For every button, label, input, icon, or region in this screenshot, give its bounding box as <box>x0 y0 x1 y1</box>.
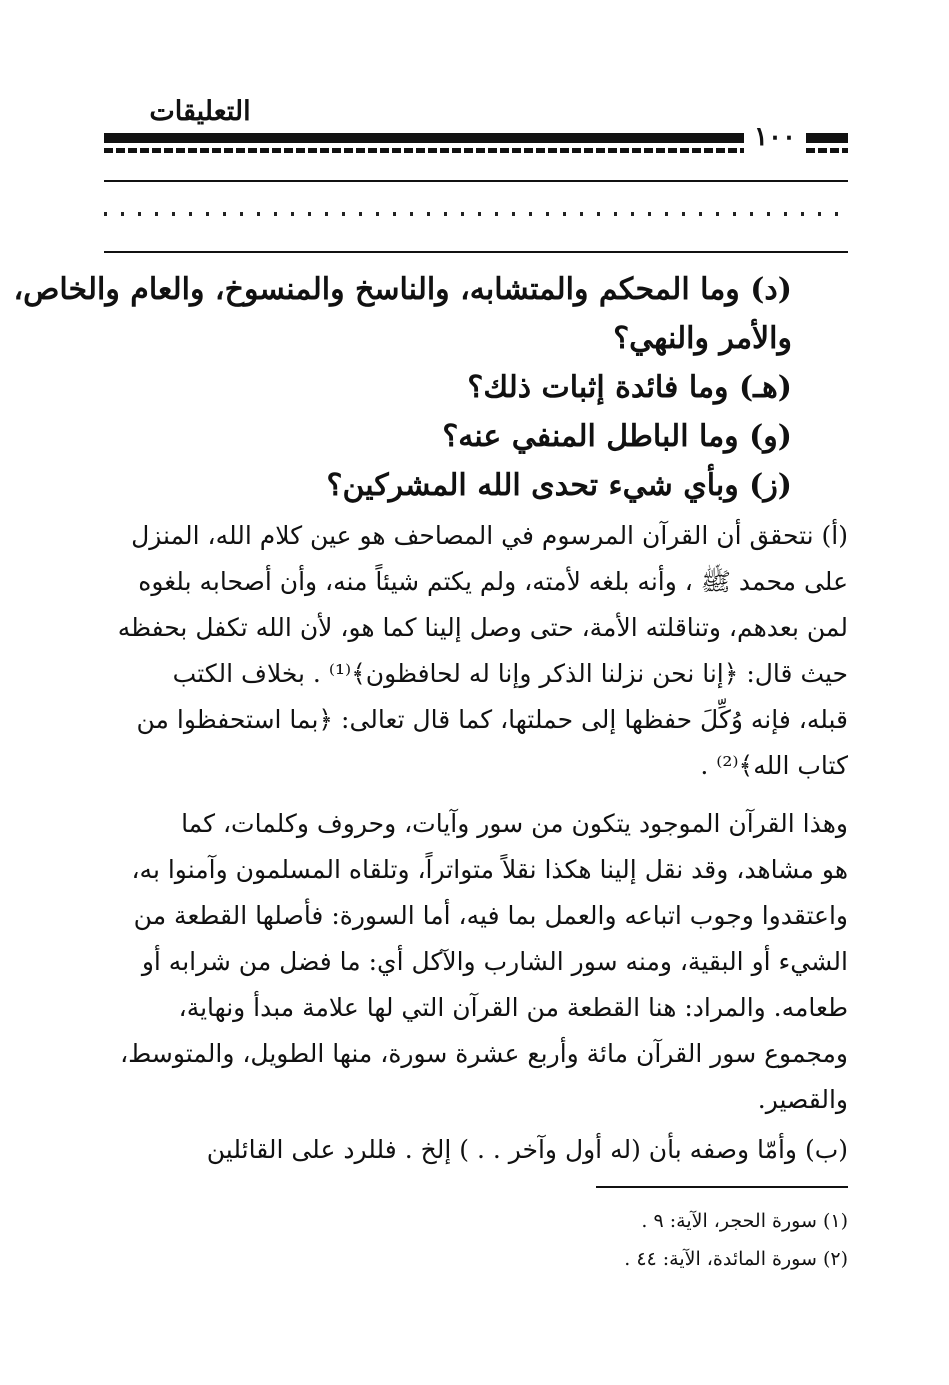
text-line: كتاب الله﴾⁽²⁾ . <box>700 751 848 780</box>
header-dashed-rule <box>104 148 744 153</box>
questions-block <box>13 265 792 510</box>
footnote-rule <box>596 1186 848 1188</box>
text-line: (ب) وأمّا وصفه بأن (له أول وآخر . . ) إلخ . فللرد على القائلين <box>206 1135 848 1164</box>
text-line: طعامه. والمراد: هنا القطعة من القرآن التي لها علامة مبدأ ونهاية، <box>178 993 848 1022</box>
top-rule <box>104 180 848 182</box>
text-line: والقصير. <box>757 1085 848 1114</box>
paragraph-a <box>104 513 848 789</box>
text-line: واعتقدوا وجوب اتباعه والعمل بما فيه، أما السورة: فأصلها القطعة من <box>133 901 848 930</box>
footnote: (١) سورة الحجر، الآية: ٩ . <box>641 1210 848 1232</box>
text-line: ومجموع سور القرآن مائة وأربع عشرة سورة، منها الطويل، والمتوسط، <box>120 1039 848 1068</box>
question-line: والأمر والنهي؟ <box>613 321 792 356</box>
text-line: حيث قال: ﴿إنا نحن نزلنا الذكر وإنا له لحافظون﴾⁽¹⁾ . بخلاف الكتب <box>172 659 848 688</box>
text-line: لمن بعدهم، وتناقلته الأمة، حتى وصل إلينا كما هو، لأن الله تكفل بحفظه <box>117 613 848 642</box>
dotted-separator <box>104 212 848 216</box>
header-dashed-rule-right <box>806 148 848 153</box>
question-line: (هـ) وما فائدة إثبات ذلك؟ <box>467 370 792 405</box>
text-line: وهذا القرآن الموجود يتكون من سور وآيات، وحروف وكلمات، كما <box>181 809 848 838</box>
header-rule-right <box>806 133 848 143</box>
bottom-rule <box>104 251 848 253</box>
question-line: (و) وما الباطل المنفي عنه؟ <box>442 419 792 454</box>
page-number: ١٠٠ <box>754 122 796 152</box>
text-line: (أ) نتحقق أن القرآن المرسوم في المصاحف هو عين كلام الله، المنزل <box>131 521 848 550</box>
question-line: (ز) وبأي شيء تحدى الله المشركين؟ <box>326 468 792 503</box>
footnote: (٢) سورة المائدة، الآية: ٤٤ . <box>624 1248 848 1270</box>
paragraph-b <box>104 801 848 1123</box>
text-line: قبله، فإنه وُكِّلَ حفظها إلى حملتها، كما قال تعالى: ﴿بما استحفظوا من <box>136 705 848 734</box>
question-line: (د) وما المحكم والمتشابه، والناسخ والمنسوخ، والعام والخاص، <box>13 272 792 307</box>
text-line: هو مشاهد، وقد نقل إلينا هكذا نقلاً متواتراً، وتلقاه المسلمون وآمنوا به، <box>131 855 848 884</box>
header-rule <box>104 133 744 143</box>
paragraph-c <box>104 1127 848 1173</box>
footnotes <box>104 1202 848 1278</box>
running-title: التعليقات <box>149 96 251 127</box>
text-line: على محمد ﷺ ، وأنه بلغه لأمته، ولم يكتم شيئاً منه، وأن أصحابه بلغوه <box>138 567 848 596</box>
text-line: الشيء أو البقية، ومنه سور الشارب والآكل أي: ما فضل من شرابه أو <box>141 947 848 976</box>
